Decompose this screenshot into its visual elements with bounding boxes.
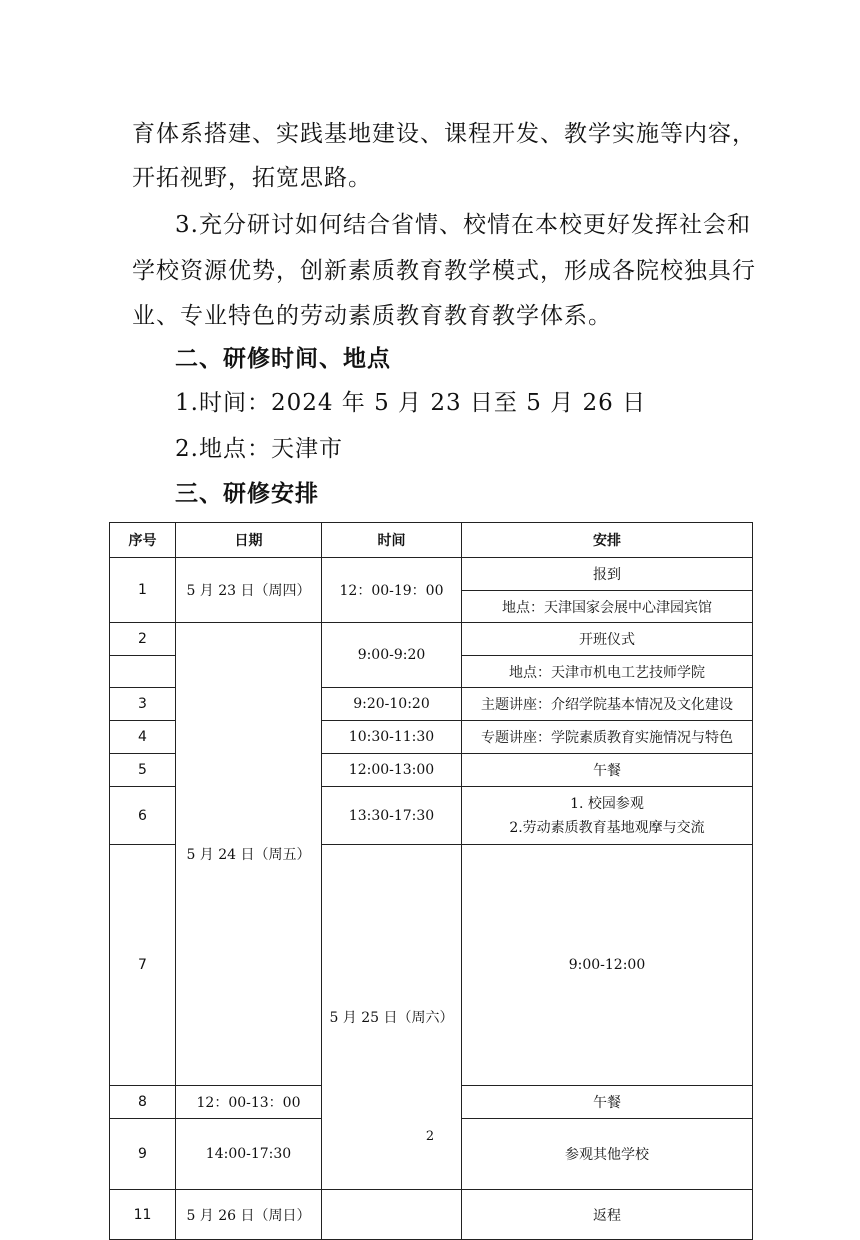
arrangement-item: 1. 校园参观: [570, 795, 644, 812]
row-number: 1: [110, 558, 176, 623]
page-number: 2: [425, 1129, 435, 1144]
row-time: 10:30-11:30: [322, 721, 462, 754]
section-heading: 二、研修时间、地点: [175, 346, 391, 372]
table-header-row: [110, 523, 753, 558]
table-row: [110, 623, 753, 656]
row-date: 5 月 24 日（周五）: [176, 623, 322, 1086]
row-number: 7: [110, 845, 176, 1086]
time-line: 1.时间：2024 年 5 月 23 日至 5 月 26 日: [175, 390, 647, 416]
row-time: [322, 1190, 462, 1240]
row-time: 9:00-12:00: [462, 845, 753, 1086]
row-arrangement: 开班仪式: [462, 623, 753, 656]
arrangement-item: 2.劳动素质教育基地观摩与交流: [509, 819, 705, 836]
row-time: 9:00-9:20: [322, 623, 462, 688]
row-number: 3: [110, 688, 176, 721]
row-arrangement: 报到: [462, 558, 753, 591]
table-row: [110, 558, 753, 591]
row-arrangement: 午餐: [462, 1086, 753, 1119]
row-number: 2: [110, 623, 176, 656]
row-location: 地点：天津市机电工艺技师学院: [462, 656, 753, 688]
row-date: 5 月 26 日（周日）: [176, 1190, 322, 1240]
row-arrangement: 午餐: [462, 754, 753, 787]
row-location: 地点：天津国家会展中心津园宾馆: [462, 591, 753, 623]
row-arrangement: 专题讲座：学院素质教育实施情况与特色: [462, 721, 753, 754]
body-text-line: 3.充分研讨如何结合省情、校情在本校更好发挥社会和: [175, 212, 751, 238]
column-header: 时间: [322, 523, 462, 558]
body-text-line: 学校资源优势，创新素质教育教学模式，形成各院校独具行: [132, 258, 756, 284]
row-number: 4: [110, 721, 176, 754]
row-arrangement: 返程: [462, 1190, 753, 1240]
body-text-line: 业、专业特色的劳动素质教育教育教学体系。: [132, 303, 612, 329]
row-time: 12：00-13：00: [176, 1086, 322, 1119]
column-header: 安排: [462, 523, 753, 558]
row-arrangement: 主题讲座：介绍学院基本情况及文化建设: [462, 688, 753, 721]
row-time: 9:20-10:20: [322, 688, 462, 721]
row-time: 13:30-17:30: [322, 787, 462, 845]
section-heading: 三、研修安排: [175, 481, 319, 507]
row-arrangement: [462, 787, 753, 845]
row-number: 8: [110, 1086, 176, 1119]
body-text-line: 开拓视野，拓宽思路。: [132, 165, 372, 191]
row-time: 14:00-17:30: [176, 1119, 322, 1190]
row-number: 11: [110, 1190, 176, 1240]
row-number: 5: [110, 754, 176, 787]
row-number: 9: [110, 1119, 176, 1190]
body-text-line: 育体系搭建、实践基地建设、课程开发、教学实施等内容，: [132, 121, 756, 147]
column-header: 日期: [176, 523, 322, 558]
row-time: 12：00-19：00: [322, 558, 462, 623]
row-number-empty: [110, 656, 176, 688]
table-row: [110, 1190, 753, 1240]
row-arrangement: 参观其他学校: [462, 1119, 753, 1190]
row-date: 5 月 23 日（周四）: [176, 558, 322, 623]
column-header: 序号: [110, 523, 176, 558]
row-date: 5 月 25 日（周六）: [322, 845, 462, 1190]
row-number: 6: [110, 787, 176, 845]
place-line: 2.地点：天津市: [175, 436, 343, 462]
row-time: 12:00-13:00: [322, 754, 462, 787]
